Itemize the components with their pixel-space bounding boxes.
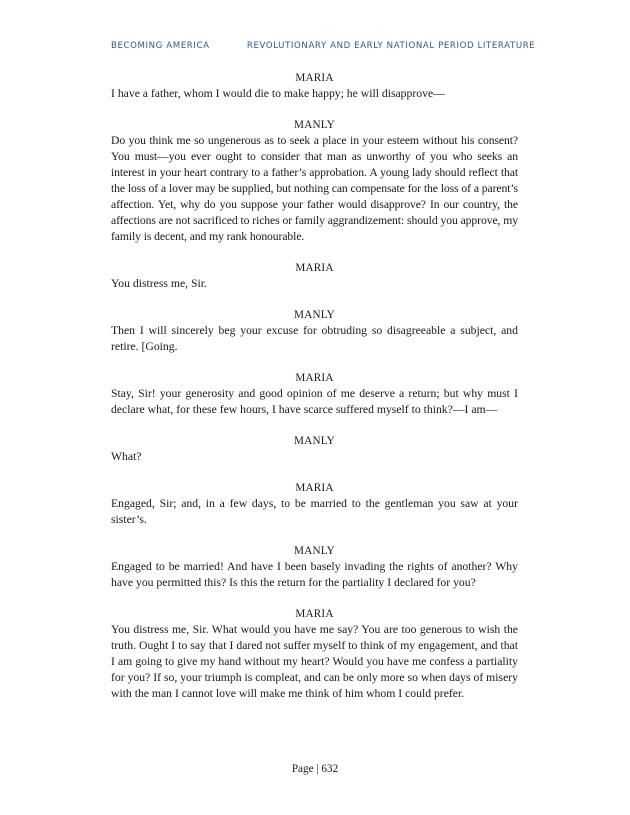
play-dialogue xyxy=(111,70,518,717)
page-number: Page | 632 xyxy=(291,763,339,775)
speaker-name: MANLY xyxy=(294,435,335,447)
speaker-name: MARIA xyxy=(295,482,334,494)
dialogue-line: Engaged to be married! And have I been basely invading the rights of another? Why have you permitted this? Is this the return for the partiality I declared for you? xyxy=(111,560,518,589)
speaker-name: MANLY xyxy=(294,119,335,131)
dialogue-block xyxy=(111,260,518,292)
header-book-title: BECOMING AMERICA xyxy=(111,41,210,51)
running-header xyxy=(111,41,535,51)
speaker-name: MANLY xyxy=(294,545,335,557)
dialogue-block xyxy=(111,606,518,702)
dialogue-line: Stay, Sir! your generosity and good opinion of me deserve a return; but why must I declare what, for these few hours, I have scarce suffered myself to think?—I am— xyxy=(111,387,518,416)
dialogue-block xyxy=(111,543,518,591)
dialogue-line: You distress me, Sir. xyxy=(111,277,207,290)
dialogue-block xyxy=(111,70,518,102)
speaker-name: MANLY xyxy=(294,309,335,321)
speaker-name: MARIA xyxy=(295,372,334,384)
dialogue-line: You distress me, Sir. What would you have me say? You are too generous to wish the truth. Ought I to say that I dared not suffer myself to think of my engagement, and that I am going to give my hand without my heart? Would you have me confess a partiality for you? If so, your triumph is compleat, and can be only more so when days of misery with the man I cannot love will make me think of him whom I could prefer. xyxy=(111,623,518,700)
header-section-title: REVOLUTIONARY AND EARLY NATIONAL PERIOD LITERATURE xyxy=(246,41,536,51)
dialogue-line: Do you think me so ungenerous as to seek a place in your esteem without his consent? You must—you ever ought to consider that man as unworthy of you who seeks an interest in your heart contrary to a father’s approbation. A young lady should reflect that the loss of a lover may be supplied, but nothing can compensate for the loss of a parent’s affection. Yet, why do you suppose your father would disapprove? In our country, the affections are not sacrificed to riches or family aggrandizement: should you approve, my family is decent, and my rank honourable. xyxy=(111,134,518,243)
speaker-name: MARIA xyxy=(295,608,334,620)
speaker-name: MARIA xyxy=(295,72,334,84)
dialogue-block xyxy=(111,370,518,418)
dialogue-line: I have a father, whom I would die to make happy; he will disapprove— xyxy=(111,87,445,100)
dialogue-block xyxy=(111,480,518,528)
dialogue-line: Engaged, Sir; and, in a few days, to be married to the gentleman you saw at your sister’s. xyxy=(111,497,518,526)
dialogue-line: What? xyxy=(111,450,142,463)
dialogue-block xyxy=(111,433,518,465)
dialogue-block xyxy=(111,117,518,245)
dialogue-line: Then I will sincerely beg your excuse for obtruding so disagreeable a subject, and retire. [Going. xyxy=(111,324,518,353)
speaker-name: MARIA xyxy=(295,262,334,274)
dialogue-block xyxy=(111,307,518,355)
